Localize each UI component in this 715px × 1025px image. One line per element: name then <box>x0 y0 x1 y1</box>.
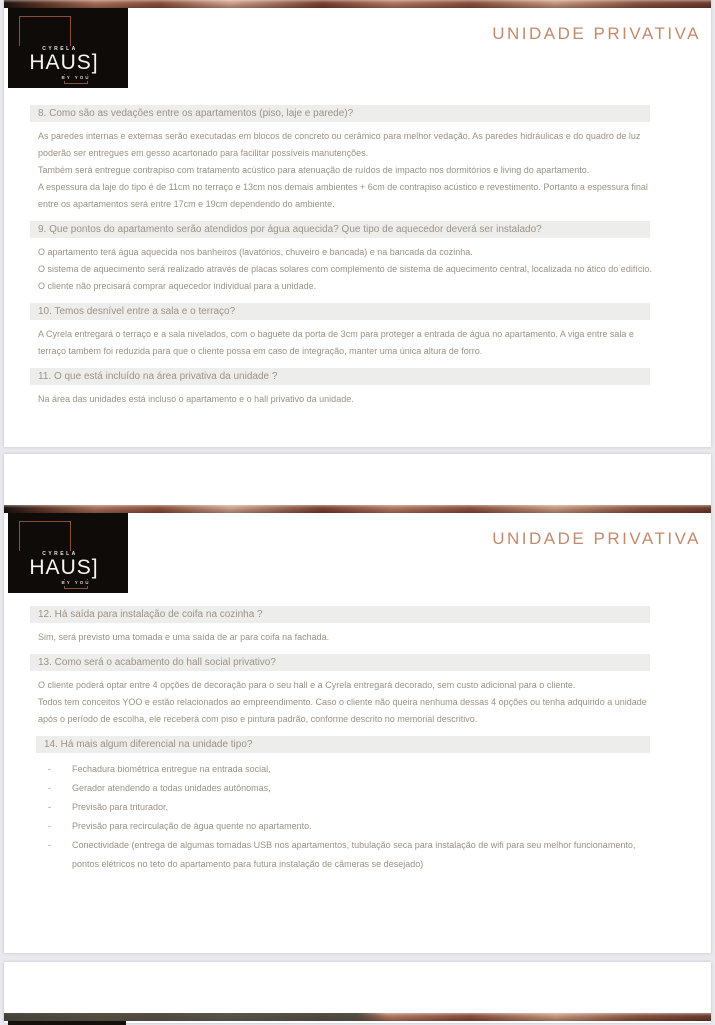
list-item <box>48 780 711 797</box>
logo-bracket: ] <box>91 51 99 74</box>
bullet-dash: - <box>48 783 51 793</box>
answer-14-bullet-list <box>48 761 711 873</box>
logo-name-text <box>8 52 120 74</box>
cyrela-haus-logo <box>8 513 128 593</box>
bullet-dash <box>48 856 72 873</box>
question-9-header: 9. Que pontos do apartamento serão atendidos por água aquecida? Que tipo de aquecedor deverá ser instalado? <box>30 221 650 238</box>
answer-line: As paredes internas e externas serão executadas em blocos de concreto ou cerâmico para melhor vedação. As paredes hidráulicas e do quadro de luz <box>38 131 641 141</box>
slide-page-3-partial <box>4 962 711 1023</box>
list-item <box>48 761 711 778</box>
answer-line: O cliente poderá optar entre 4 opções de decoração para o seu hall e a Cyrela entregará decorado, sem custo adicional para o cliente. <box>38 680 576 690</box>
copper-gradient-bar <box>4 505 711 513</box>
answer-line: A espessura da laje do tipo é de 11cm no terraço e 13cm nos demais ambientes + 6cm de contrapiso acústico e revestimento. Portanto a espessura final <box>38 182 648 192</box>
logo-tagline-text: BY YOU <box>50 580 102 586</box>
answer-line: Na área das unidades está incluso o apartamento e o hall privativo da unidade. <box>38 394 354 404</box>
bullet-dash: - <box>48 802 51 812</box>
answer-line: terraço também foi reduzida para que o cliente possa em caso de integração, manter uma única altura de forro. <box>38 346 483 356</box>
slide-header <box>4 8 711 96</box>
bullet-dash: - <box>48 840 51 850</box>
answer-line: entre os apartamentos será entre 17cm e 19cm dependendo do ambiente. <box>38 199 335 209</box>
answer-line: A Cyrela entregará o terraço e a sala nivelados, com o baguete da porta de 3cm para proteger a entrada de água no apartamento. A viga entre sala e <box>38 329 634 339</box>
page-top-margin <box>4 454 711 505</box>
page-top-margin <box>4 962 711 1013</box>
bullet-text: pontos elétricos no teto do apartamento para futura instalação de câmeras se desejado) <box>72 859 424 869</box>
slide-page-2 <box>4 454 711 953</box>
logo-brand-text: CYRELA <box>8 46 112 53</box>
answer-9 <box>38 244 711 295</box>
bullet-text: Gerador atendendo a todas unidades autônomas, <box>72 783 271 793</box>
answer-line: Sim, será previsto uma tomada e uma saída de ar para coifa na fachada. <box>38 632 330 642</box>
question-8-header: 8. Como são as vedações entre os apartamentos (piso, laje e parede)? <box>30 105 650 122</box>
page-title: UNIDADE PRIVATIVA <box>492 529 701 548</box>
bullet-text: Previsão para triturador, <box>72 802 169 812</box>
cyrela-haus-logo <box>8 8 128 88</box>
answer-line: O cliente não precisará comprar aquecedor individual para a unidade. <box>38 281 317 291</box>
logo-name-text <box>8 557 120 579</box>
list-item-continuation <box>48 856 711 873</box>
logo-brand-text: CYRELA <box>8 551 112 558</box>
answer-12 <box>38 629 711 646</box>
cyrela-haus-logo-partial <box>8 1021 126 1025</box>
question-10-header: 10. Temos desnível entre a sala e o terraço? <box>30 303 650 320</box>
question-11-header: 11. O que está incluído na área privativa da unidade ? <box>30 368 650 385</box>
bullet-text: Fechadura biométrica entregue na entrada social, <box>72 764 271 774</box>
answer-line: O apartamento terá água aquecida nos banheiros (lavatórios, chuveiro e bancada) e na bancada da cozinha. <box>38 247 473 257</box>
copper-gradient-bar <box>4 1013 711 1021</box>
answer-line: Todos tem conceitos YOO e estão relacionados ao empreendimento. Caso o cliente não queira nenhuma dessas 4 opções ou tenha adquirido a unidade <box>38 697 647 707</box>
bullet-text: Conectividade (entrega de algumas tomadas USB nos apartamentos, tubulação seca para instalação de wifi para seu melhor funcionamento, <box>72 840 636 850</box>
list-item <box>48 799 711 816</box>
page-title: UNIDADE PRIVATIVA <box>492 24 701 43</box>
answer-line: poderão ser entregues em gesso acartonado para facilitar possíveis manutenções. <box>38 148 369 158</box>
question-14-header: 14. Há mais algum diferencial na unidade tipo? <box>36 736 650 753</box>
question-13-header: 13. Como será o acabamento do hall social privativo? <box>30 654 650 671</box>
slide-header <box>4 513 711 601</box>
question-12-header: 12. Há saída para instalação de coifa na cozinha ? <box>30 606 650 623</box>
list-item <box>48 837 711 854</box>
answer-line: após o período de escolha, ele receberá com piso e pintura padrão, conforme descrito no memorial descritivo. <box>38 714 478 724</box>
copper-gradient-bar <box>4 0 711 8</box>
slide-page-1 <box>4 0 711 447</box>
answer-line: O sistema de aquecimento será realizado através de placas solares com complemento de sistema de aquecimento central, localizada no ático do edifício. <box>38 264 652 274</box>
logo-haus: HAUS <box>29 51 92 74</box>
logo-tagline-text: BY YOU <box>50 75 102 81</box>
answer-13 <box>38 677 711 728</box>
list-item <box>48 818 711 835</box>
logo-bracket: ] <box>91 556 99 579</box>
bullet-dash: - <box>48 764 51 774</box>
bullet-dash: - <box>48 821 51 831</box>
answer-line: Também será entregue contrapiso com tratamento acústico para atenuação de ruídos de impacto nos dormitórios e living do apartamento. <box>38 165 590 175</box>
answer-8 <box>38 128 711 213</box>
bullet-text: Previsão para recirculação de água quente no apartamento. <box>72 821 312 831</box>
logo-haus: HAUS <box>29 556 92 579</box>
answer-11 <box>38 391 711 408</box>
answer-10 <box>38 326 711 360</box>
